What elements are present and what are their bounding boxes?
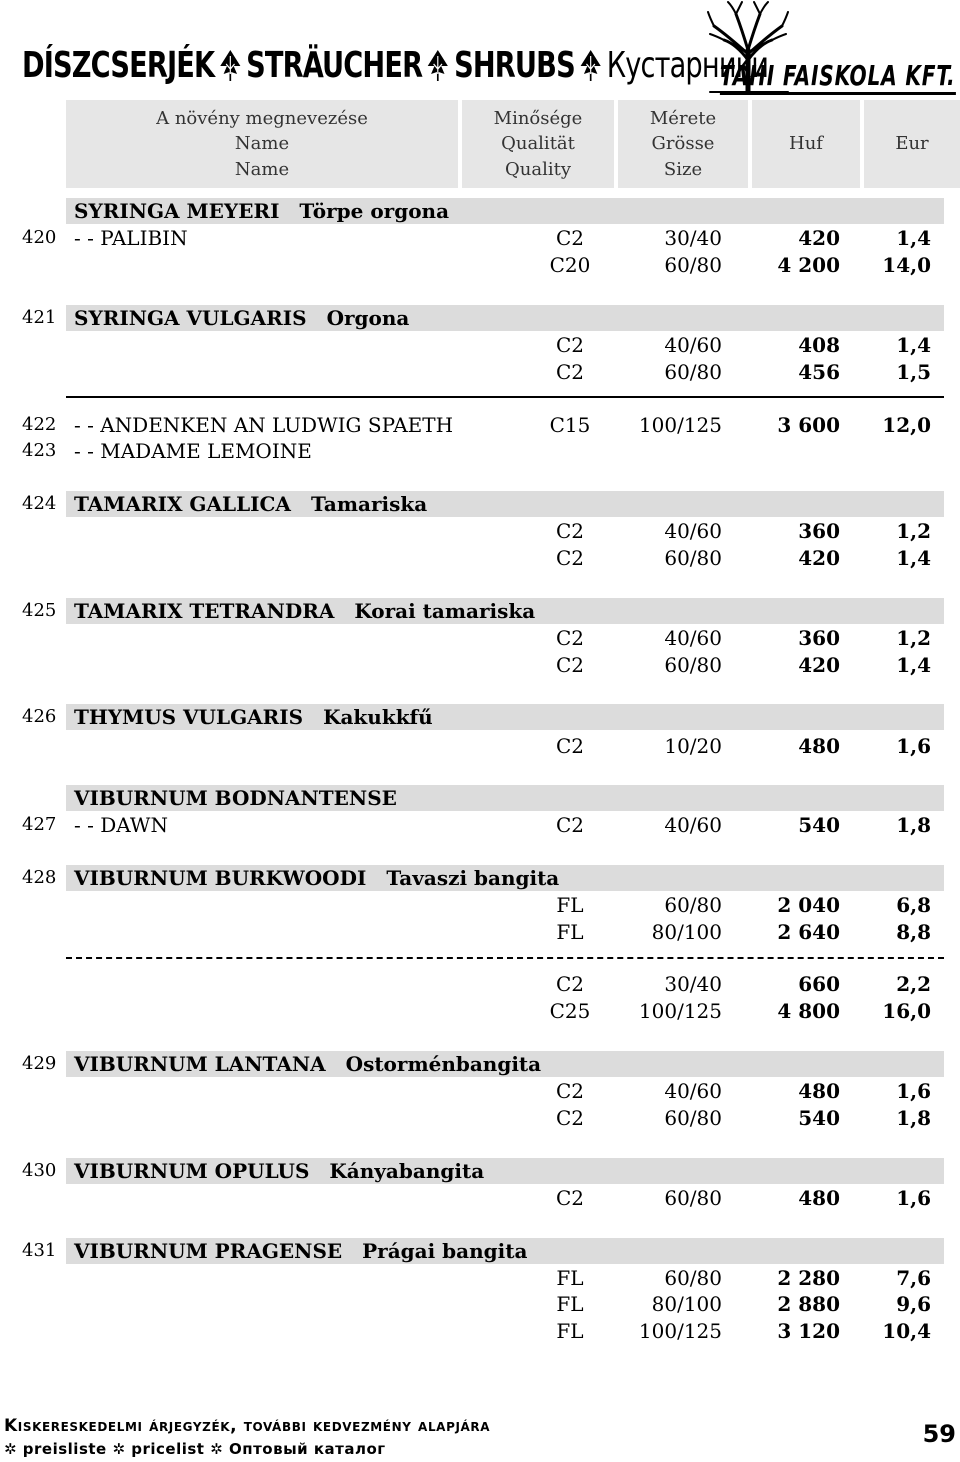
quality-cell: FL	[556, 893, 584, 917]
eur-price: 1,4	[896, 226, 931, 250]
header-name-de: Name	[234, 133, 290, 155]
item-number: 421	[22, 307, 57, 328]
header-eur	[864, 100, 960, 188]
quality-cell: FL	[556, 1292, 584, 1316]
quality-cell: C2	[555, 653, 585, 677]
latin-name: VIBURNUM LANTANA	[74, 1052, 326, 1076]
item-number: 422	[22, 414, 57, 435]
latin-name: SYRINGA VULGARIS	[74, 306, 307, 330]
size-cell: 60/80	[664, 893, 722, 917]
common-name: Korai tamariska	[354, 599, 536, 623]
plant-title-row	[0, 1051, 960, 1077]
huf-price: 2 880	[777, 1292, 840, 1316]
plant-title-row	[0, 305, 960, 331]
header-size-hu: Mérete	[649, 107, 717, 129]
item-number: 430	[22, 1160, 57, 1181]
huf-price: 2 640	[777, 920, 840, 944]
plant-name	[74, 305, 409, 331]
item-number: 424	[22, 493, 57, 514]
quality-cell: FL	[556, 1319, 584, 1343]
size-cell: 40/60	[664, 519, 722, 543]
latin-name: TAMARIX GALLICA	[74, 492, 291, 516]
common-name: Kányabangita	[329, 1159, 485, 1183]
price-row	[0, 625, 960, 651]
size-cell: 100/125	[638, 999, 722, 1023]
huf-price: 660	[798, 972, 840, 996]
item-number: 425	[22, 600, 57, 621]
plant-name	[74, 1238, 527, 1264]
price-row	[0, 412, 960, 438]
huf-price: 360	[798, 519, 840, 543]
eur-price: 14,0	[882, 253, 931, 277]
eur-price: 2,2	[896, 972, 931, 996]
size-cell: 40/60	[664, 813, 722, 837]
common-name: Tamariska	[310, 492, 428, 516]
plant-title-row	[0, 598, 960, 624]
price-row	[0, 438, 960, 464]
size-cell: 60/80	[664, 653, 722, 677]
plant-name	[74, 1051, 541, 1077]
eur-price: 8,8	[896, 920, 931, 944]
header-quality-de: Qualität	[501, 133, 575, 155]
size-cell: 60/80	[664, 1186, 722, 1210]
footer-catalog-label: ✲ preisliste ✲ pricelist ✲ Оптовый каталог	[4, 1440, 386, 1458]
plant-title-row	[0, 704, 960, 730]
plant-title-row	[0, 491, 960, 517]
tree-leaf-icon	[426, 48, 451, 82]
common-name: Ostorménbangita	[345, 1052, 542, 1076]
price-row	[0, 733, 960, 759]
eur-price: 1,4	[896, 333, 931, 357]
huf-price: 408	[798, 333, 840, 357]
header-size	[618, 100, 748, 188]
quality-cell: C25	[549, 999, 591, 1023]
price-row	[0, 1318, 960, 1344]
huf-price: 4 800	[777, 999, 840, 1023]
size-cell: 100/125	[638, 413, 722, 437]
plant-title-row	[0, 865, 960, 891]
price-row	[0, 812, 960, 838]
price-row	[0, 518, 960, 544]
company-logo	[706, 0, 960, 100]
price-row	[0, 919, 960, 945]
size-cell: 40/60	[664, 1079, 722, 1103]
huf-price: 480	[798, 734, 840, 758]
eur-price: 9,6	[896, 1292, 931, 1316]
size-cell: 60/80	[664, 1266, 722, 1290]
cultivar-name: - - ANDENKEN AN LUDWIG SPAETH	[74, 413, 454, 437]
size-cell: 40/60	[664, 333, 722, 357]
price-row	[0, 652, 960, 678]
price-row	[0, 1185, 960, 1211]
size-cell: 80/100	[651, 920, 722, 944]
category-de: STRÄUCHER	[246, 44, 423, 86]
header-name	[66, 100, 458, 188]
header-eur-label: Eur	[895, 133, 929, 155]
quality-cell: C2	[555, 813, 585, 837]
huf-price: 3 600	[777, 413, 840, 437]
eur-price: 1,8	[896, 1106, 931, 1130]
common-name: Orgona	[326, 306, 410, 330]
item-number: 420	[22, 227, 57, 248]
header-huf-label: Huf	[789, 133, 823, 155]
cultivar-name: - - MADAME LEMOINE	[74, 439, 312, 463]
price-row	[0, 545, 960, 571]
price-row	[0, 998, 960, 1024]
huf-price: 3 120	[777, 1319, 840, 1343]
huf-price: 420	[798, 653, 840, 677]
eur-price: 10,4	[882, 1319, 931, 1343]
price-row	[0, 225, 960, 251]
huf-price: 420	[798, 226, 840, 250]
latin-name: VIBURNUM BODNANTENSE	[74, 786, 397, 810]
category-hu: DÍSZCSERJÉK	[22, 44, 215, 86]
page-banner	[0, 0, 960, 190]
tree-leaf-icon	[578, 48, 603, 82]
eur-price: 7,6	[896, 1266, 931, 1290]
plant-title-row	[0, 198, 960, 224]
header-name-en: Name	[234, 158, 290, 180]
latin-name: SYRINGA MEYERI	[74, 199, 280, 223]
cultivar-name: - - DAWN	[74, 813, 168, 837]
quality-cell: C15	[549, 413, 591, 437]
size-cell: 60/80	[664, 253, 722, 277]
eur-price: 1,6	[896, 1186, 931, 1210]
dashed-divider	[66, 957, 944, 959]
price-row	[0, 1078, 960, 1104]
huf-price: 480	[798, 1186, 840, 1210]
header-size-en: Size	[663, 158, 703, 180]
size-cell: 60/80	[664, 546, 722, 570]
plant-title-row	[0, 785, 960, 811]
quality-cell: C20	[549, 253, 591, 277]
plant-name	[74, 491, 427, 517]
size-cell: 80/100	[651, 1292, 722, 1316]
size-cell: 60/80	[664, 1106, 722, 1130]
quality-cell: FL	[556, 1266, 584, 1290]
quality-cell: C2	[555, 972, 585, 996]
size-cell: 60/80	[664, 360, 722, 384]
item-number: 427	[22, 814, 57, 835]
item-number: 423	[22, 440, 57, 461]
quality-cell: C2	[555, 734, 585, 758]
huf-price: 2 040	[777, 893, 840, 917]
header-name-hu: A növény megnevezése	[156, 107, 368, 129]
size-cell: 10/20	[664, 734, 722, 758]
header-quality-en: Quality	[505, 158, 571, 180]
eur-price: 1,2	[896, 519, 931, 543]
category-title	[22, 40, 768, 90]
category-en: SHRUBS	[454, 44, 575, 86]
item-number: 428	[22, 867, 57, 888]
header-quality-hu: Minősége	[493, 107, 583, 129]
page-footer	[4, 1416, 960, 1462]
quality-cell: C2	[555, 1079, 585, 1103]
quality-cell: C2	[555, 333, 585, 357]
quality-cell: C2	[555, 546, 585, 570]
quality-cell: C2	[555, 360, 585, 384]
plant-title-row	[0, 1238, 960, 1264]
eur-price: 1,6	[896, 1079, 931, 1103]
quality-cell: C2	[555, 226, 585, 250]
huf-price: 420	[798, 546, 840, 570]
quality-cell: C2	[555, 626, 585, 650]
latin-name: VIBURNUM BURKWOODI	[74, 866, 367, 890]
price-row	[0, 359, 960, 385]
category-ru: Кустарники	[606, 44, 769, 86]
eur-price: 1,8	[896, 813, 931, 837]
eur-price: 1,5	[896, 360, 931, 384]
item-number: 426	[22, 706, 57, 727]
plant-name	[74, 1158, 484, 1184]
page-number: 59	[922, 1420, 956, 1448]
item-number: 431	[22, 1240, 57, 1261]
quality-cell: C2	[555, 1186, 585, 1210]
quality-cell: C2	[555, 1106, 585, 1130]
eur-price: 1,4	[896, 546, 931, 570]
quality-cell: C2	[555, 519, 585, 543]
huf-price: 360	[798, 626, 840, 650]
latin-name: VIBURNUM OPULUS	[74, 1159, 310, 1183]
eur-price: 16,0	[882, 999, 931, 1023]
latin-name: TAMARIX TETRANDRA	[74, 599, 335, 623]
company-name: TAHI FAISKOLA KFT.	[720, 60, 956, 95]
price-row	[0, 1105, 960, 1131]
header-size-de: Grösse	[651, 133, 715, 155]
quality-cell: FL	[556, 920, 584, 944]
plant-name	[74, 865, 559, 891]
huf-price: 4 200	[777, 253, 840, 277]
eur-price: 6,8	[896, 893, 931, 917]
huf-price: 540	[798, 813, 840, 837]
tree-leaf-icon	[218, 48, 243, 82]
footer-note: Kiskereskedelmi árjegyzék, további kedvezmény alapjára	[4, 1416, 491, 1436]
item-number: 429	[22, 1053, 57, 1074]
huf-price: 2 280	[777, 1266, 840, 1290]
size-cell: 30/40	[664, 972, 722, 996]
plant-name	[74, 598, 535, 624]
eur-price: 1,4	[896, 653, 931, 677]
plant-title-row	[0, 1158, 960, 1184]
price-row	[0, 252, 960, 278]
price-row	[0, 1291, 960, 1317]
common-name: Tavaszi bangita	[386, 866, 560, 890]
eur-price: 12,0	[882, 413, 931, 437]
common-name: Kakukkfű	[323, 705, 433, 729]
size-cell: 100/125	[638, 1319, 722, 1343]
price-row	[0, 892, 960, 918]
size-cell: 40/60	[664, 626, 722, 650]
common-name: Prágai bangita	[362, 1239, 528, 1263]
cultivar-name: - - PALIBIN	[74, 226, 188, 250]
size-cell: 30/40	[664, 226, 722, 250]
eur-price: 1,2	[896, 626, 931, 650]
huf-price: 480	[798, 1079, 840, 1103]
plant-name	[74, 198, 449, 224]
plant-name	[74, 785, 397, 811]
common-name: Törpe orgona	[299, 199, 450, 223]
latin-name: THYMUS VULGARIS	[74, 705, 304, 729]
price-row	[0, 332, 960, 358]
huf-price: 456	[798, 360, 840, 384]
header-quality	[462, 100, 614, 188]
price-row	[0, 971, 960, 997]
header-huf	[752, 100, 860, 188]
latin-name: VIBURNUM PRAGENSE	[74, 1239, 343, 1263]
huf-price: 540	[798, 1106, 840, 1130]
eur-price: 1,6	[896, 734, 931, 758]
plant-name	[74, 704, 433, 730]
section-divider	[66, 396, 944, 398]
price-row	[0, 1265, 960, 1291]
